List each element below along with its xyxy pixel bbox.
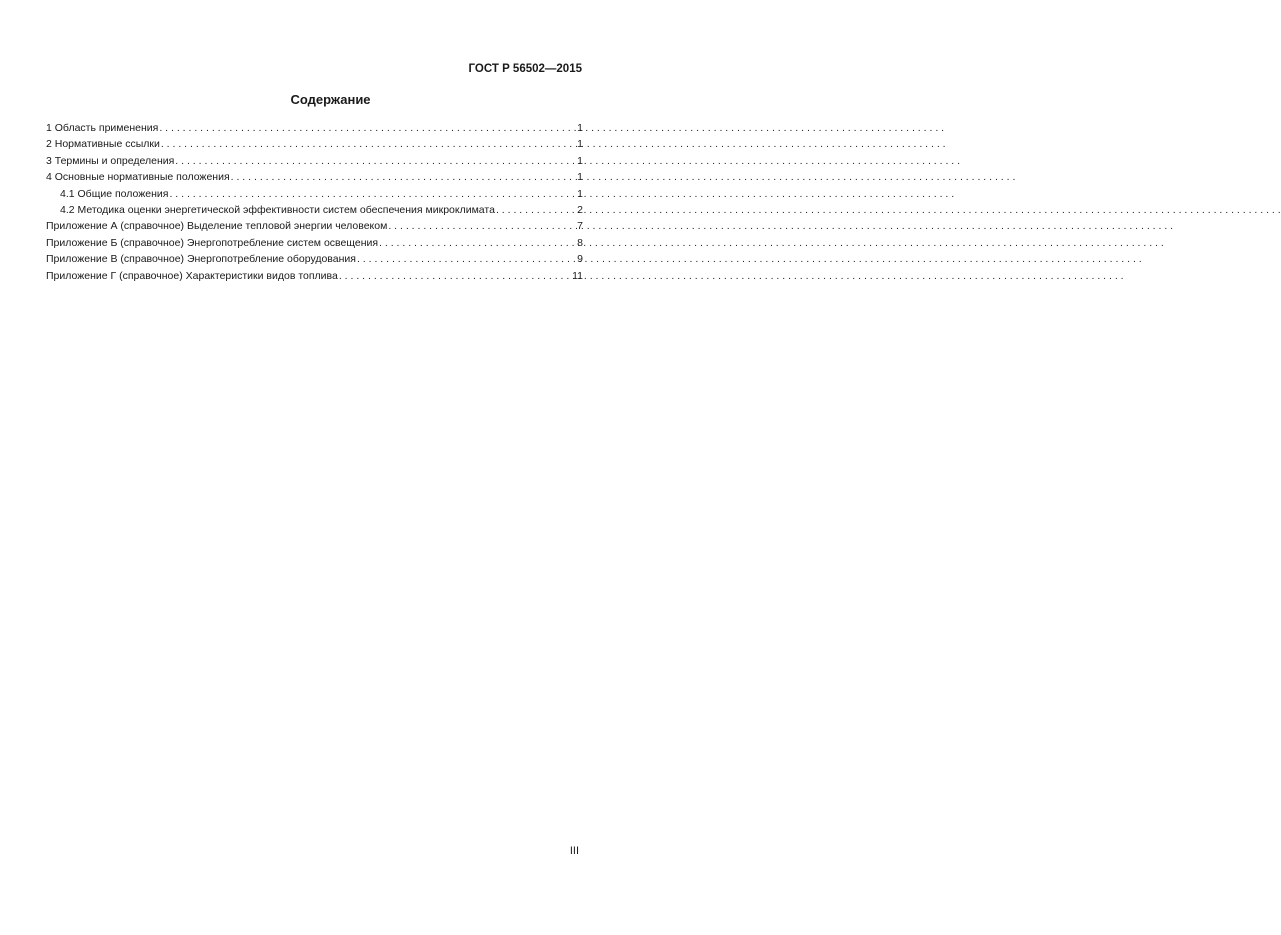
toc-entry-page: 2 [577,203,583,216]
toc-entry-appendix-v[interactable] [46,251,583,267]
dot-leader [231,169,577,185]
toc-entry-appendix-b[interactable] [46,235,583,251]
toc-entry-text: Приложение В (справочное) Энергопотребление оборудования [46,253,356,266]
dot-leader [496,202,576,218]
dot-leader [175,153,576,169]
toc-entry-page: 7 [577,220,583,233]
toc-entry-page: 11 [572,269,583,282]
toc-entry-text: 1 Область применения [46,122,159,134]
dot-leader [169,186,576,202]
page-number: III [569,845,579,857]
toc-entry-appendix-g[interactable] [46,268,583,284]
toc-entry-terms-definitions[interactable] [46,153,583,169]
toc-entry-appendix-a[interactable] [46,218,583,234]
toc-entry-text: 4.2 Методика оценки энергетической эффективности систем обеспечения микроклимата [60,203,495,216]
toc-entry-basic-provisions[interactable] [46,169,583,185]
toc-entry-page: 8 [577,236,583,249]
toc-entry-text: 2 Нормативные ссылки [46,138,160,151]
dot-leader [161,136,576,152]
toc-entry-text: 4.1 Общие положения [60,187,169,200]
toc-entry-assessment-method[interactable] [46,202,583,218]
toc-entry-page: 1 [577,122,583,134]
dot-leader [339,268,571,284]
toc-entry-page: 1 [577,187,583,200]
toc-entry-text: Приложение Г (справочное) Характеристики видов топлива [46,269,338,282]
toc-title: Содержание [290,92,371,107]
toc-entry-text: 3 Термины и определения [46,154,175,167]
toc-entry-page: 1 [577,171,583,184]
toc-entry-text: 4 Основные нормативные положения [46,171,230,184]
toc-entry-text: Приложение Б (справочное) Энергопотребление систем освещения [46,236,379,249]
toc-entry-page: 9 [577,253,583,266]
toc-entry-text: Приложение А (справочное) Выделение тепловой энергии человеком [46,220,388,233]
dot-leader [379,235,576,251]
toc-entry-normative-references[interactable] [46,136,583,152]
toc-entry-general-provisions[interactable] [46,186,583,202]
table-of-contents [46,120,583,284]
dot-leader [357,251,576,267]
dot-leader [159,120,576,136]
dot-leader [388,218,576,234]
toc-entry-scope[interactable] [46,120,583,136]
toc-entry-page: 1 [577,154,583,167]
document-id: ГОСТ Р 56502—2015 [468,63,582,75]
toc-entry-page: 1 [577,138,583,151]
